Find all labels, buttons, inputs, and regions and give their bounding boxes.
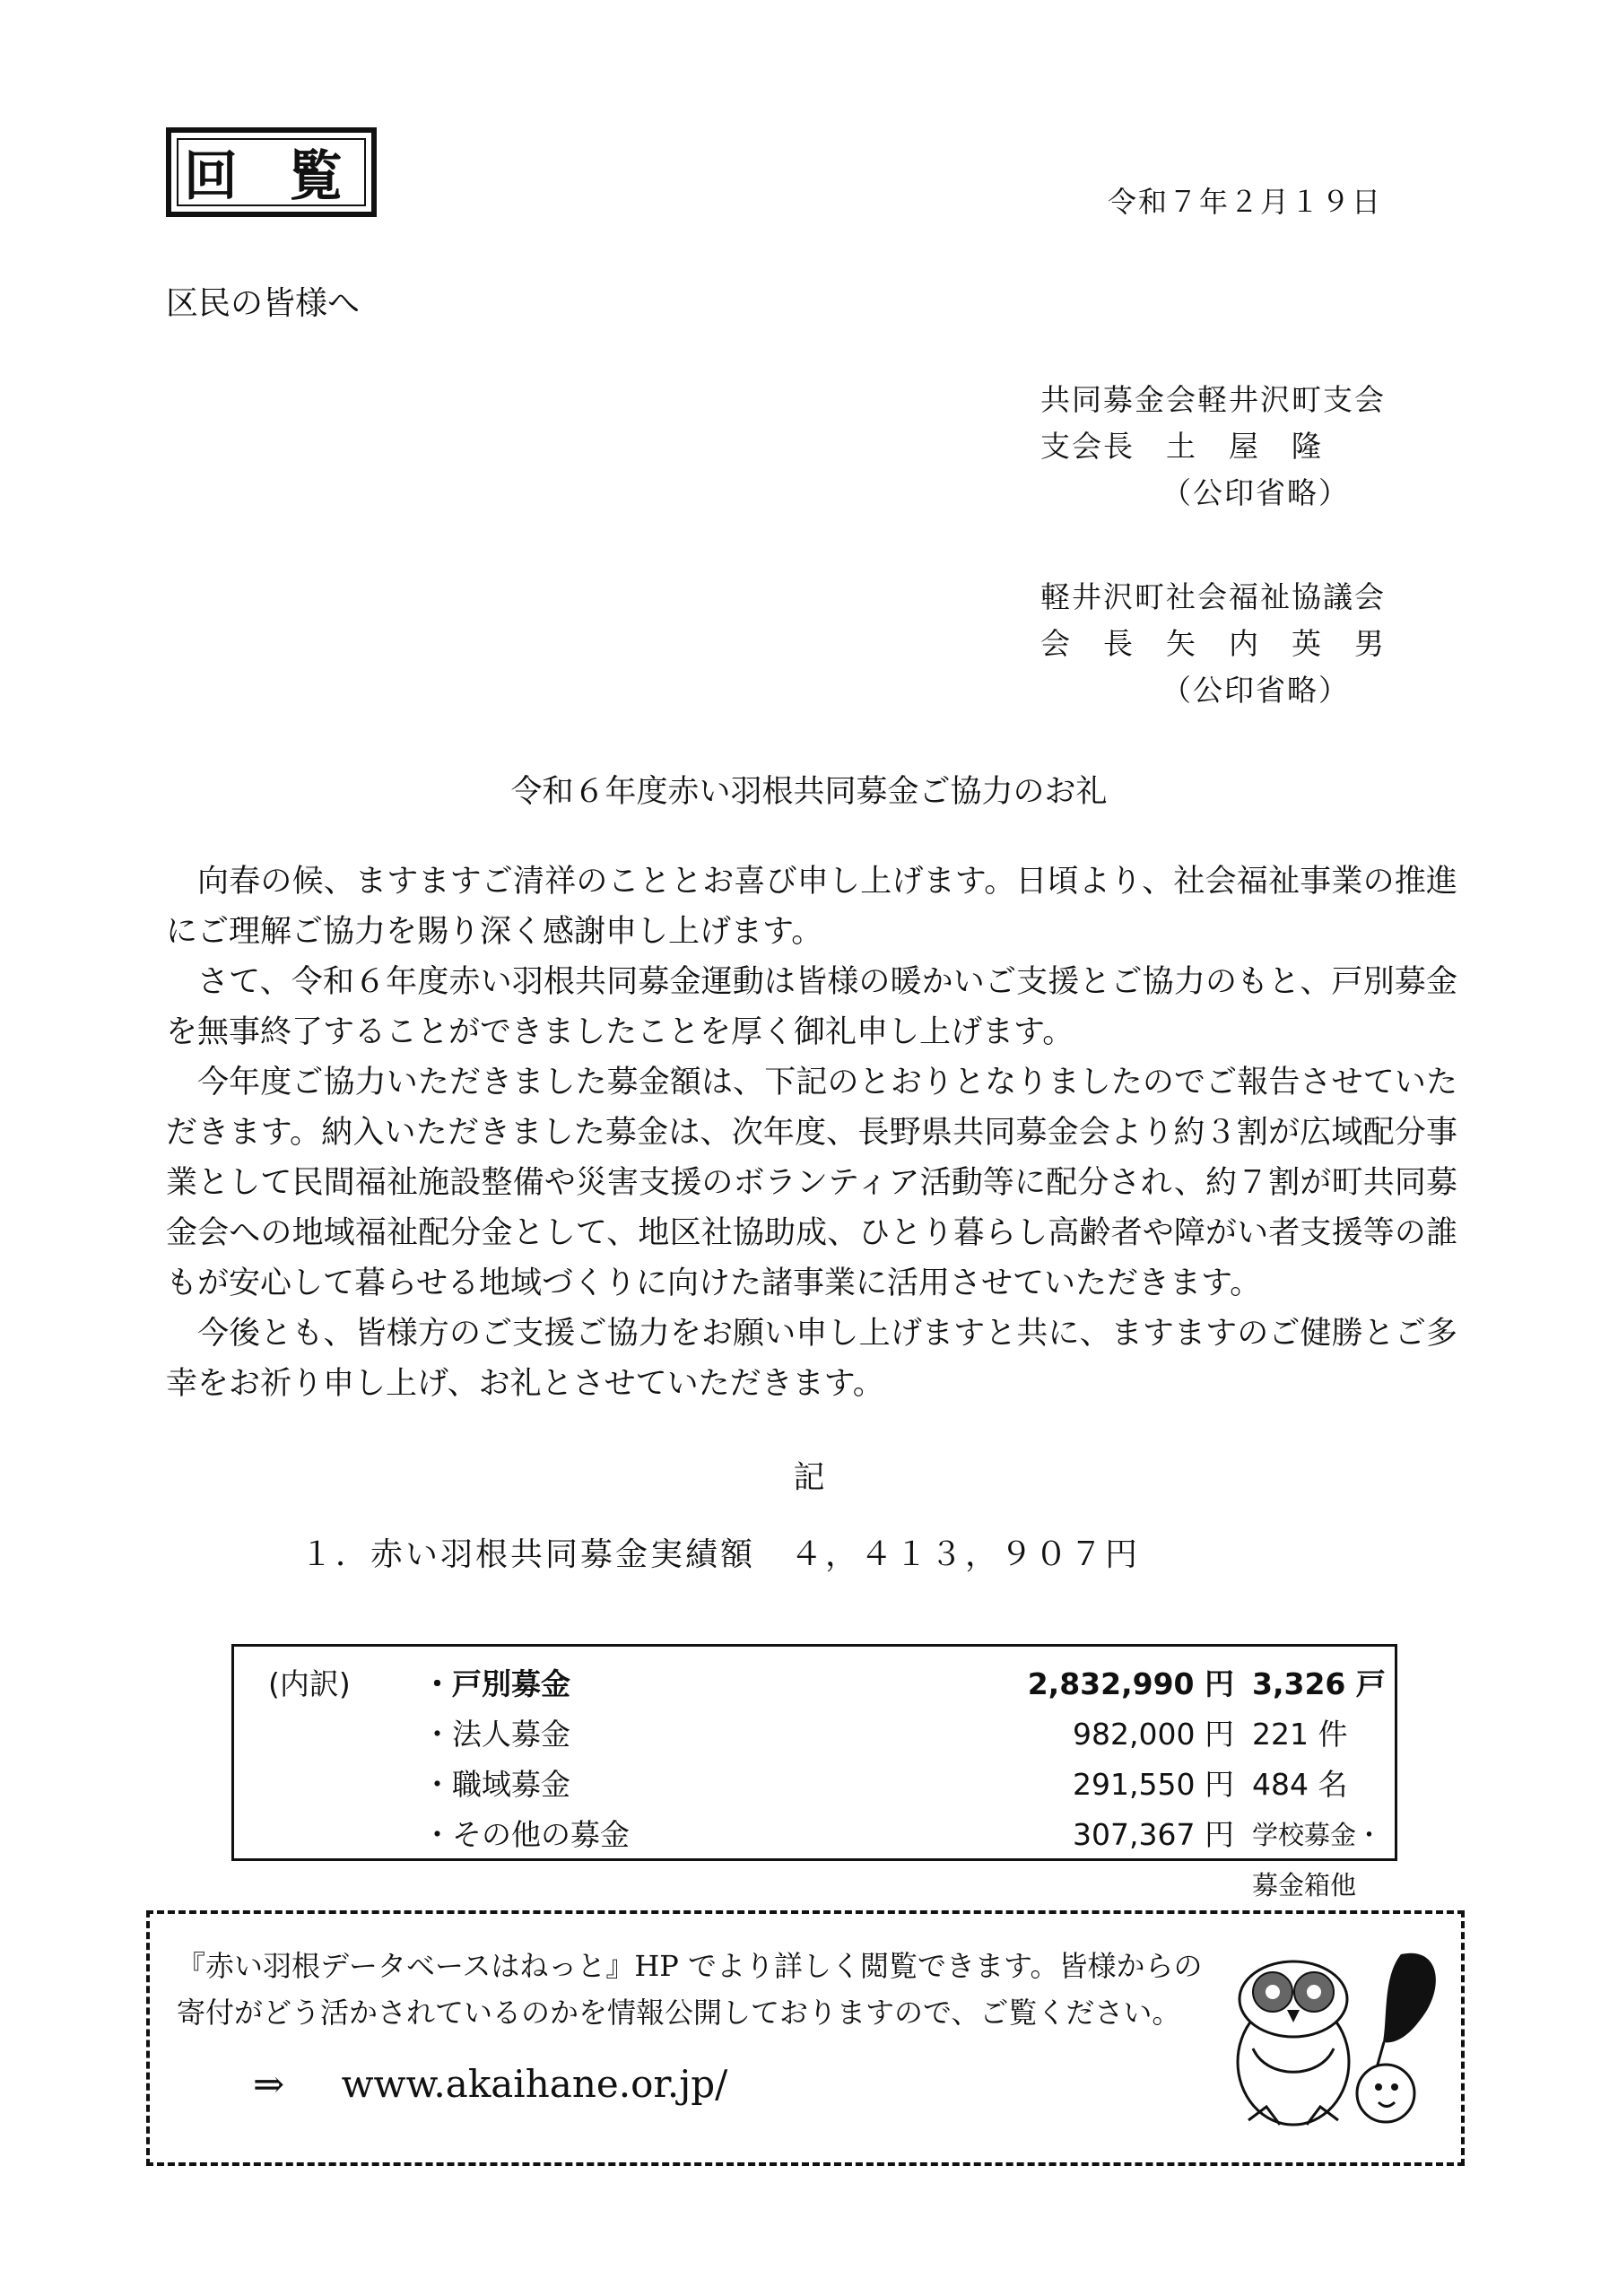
notice-text	[177, 1943, 1208, 2036]
feather-icon	[1383, 1953, 1436, 2043]
sender-2-seal-note: （公印省略）	[1161, 673, 1350, 708]
breakdown-item-name: ・その他の募金	[422, 1817, 630, 1852]
body-paragraph-2: さて、令和６年度赤い羽根共同募金運動は皆様の暖かいご支援とご協力のもと、戸別募金を無事終了することができましたことを厚く御礼申し上げます。	[166, 964, 1457, 1050]
recipient: 区民の皆様へ	[166, 285, 361, 322]
total-amount-line: １．赤い羽根共同募金実績額 ４，４１３，９０７円	[300, 1536, 1141, 1573]
breakdown-item-name: ・戸別募金	[422, 1666, 570, 1701]
notice-line-2: 寄付がどう活かされているのかを情報公開しておりますので、ご覧ください。	[177, 1996, 1181, 2030]
sender-2-organization: 軽井沢町社会福祉協議会	[1040, 579, 1386, 614]
breakdown-item-amount: 307,367 円	[1073, 1817, 1234, 1852]
sender-1-seal-note: （公印省略）	[1161, 475, 1350, 510]
issue-date: 令和７年２月１９日	[1108, 185, 1383, 219]
body-paragraph-4: 今後とも、皆様方のご支援ご協力をお願い申し上げますと共に、ますますのご健勝とご多幸をお祈り申し上げ、お礼とさせていただきます。	[166, 1316, 1457, 1402]
breakdown-heading: (内訳)	[268, 1666, 351, 1701]
circulation-stamp	[166, 127, 377, 217]
breakdown-item-amount: 2,832,990 円	[1027, 1666, 1234, 1701]
breakdown-item-count: 学校募金・募金箱他	[1252, 1820, 1383, 1900]
breakdown-row	[234, 1659, 1395, 1709]
breakdown-row	[234, 1760, 1395, 1810]
breakdown-row	[234, 1810, 1395, 1900]
breakdown-table	[231, 1644, 1397, 1900]
notice-line-1: 『赤い羽根データベースはねっと』HP でより詳しく閲覧できます。皆様からの	[177, 1949, 1203, 1983]
body-paragraph-1: 向春の候、ますますご清祥のこととお喜び申し上げます。日頃より、社会福祉事業の推進にご理解ご協力を賜り深く感謝申し上げます。	[166, 864, 1457, 950]
breakdown-item-name: ・法人募金	[422, 1717, 570, 1752]
circulation-label: 回 覧	[184, 145, 359, 208]
small-mascot	[1357, 2065, 1414, 2122]
sender-2-name: 会 長 矢 内 英 男	[1040, 626, 1386, 661]
breakdown-item-amount: 291,550 円	[1073, 1767, 1234, 1802]
body-paragraph-3: 今年度ご協力いただきました募金額は、下記のとおりとなりましたのでご報告させていただきます。納入いただきました募金は、次年度、長野県共同募金会より約３割が広域配分事業として民間福祉施設整備や災害支援のボランティア活動等に配分され、約７割が町共同募金会への地域福祉配分金として、地区社協助成、ひとり暮らし高齢者や障がい者支援等の誰もが安心して暮らせる地域づくりに向けた諸事業に活用させていただきます。	[166, 1065, 1457, 1301]
breakdown-row	[234, 1709, 1395, 1760]
sender-1-name: 支会長 土 屋 隆	[1040, 429, 1323, 464]
ki-label: 記	[793, 1460, 825, 1496]
database-notice	[146, 1910, 1465, 2166]
breakdown-item-count: 484 名	[1252, 1767, 1348, 1802]
circulation-stamp-inner-border	[177, 138, 366, 206]
breakdown-item-name: ・職域募金	[422, 1767, 570, 1802]
mascot-illustration	[1217, 1936, 1450, 2143]
right-arrow-icon: ⇒	[253, 2062, 285, 2106]
breakdown-item-amount: 982,000 円	[1073, 1717, 1234, 1752]
breakdown-item-count: 3,326 戸	[1252, 1666, 1386, 1701]
url-line	[253, 2062, 727, 2106]
sender-1-organization: 共同募金会軽井沢町支会	[1040, 382, 1386, 417]
website-link[interactable]: www.akaihane.or.jp/	[341, 2062, 728, 2106]
letter-title: 令和６年度赤い羽根共同募金ご協力のお礼	[510, 774, 1108, 810]
breakdown-item-count: 221 件	[1252, 1717, 1348, 1752]
letter-body	[166, 857, 1457, 1409]
